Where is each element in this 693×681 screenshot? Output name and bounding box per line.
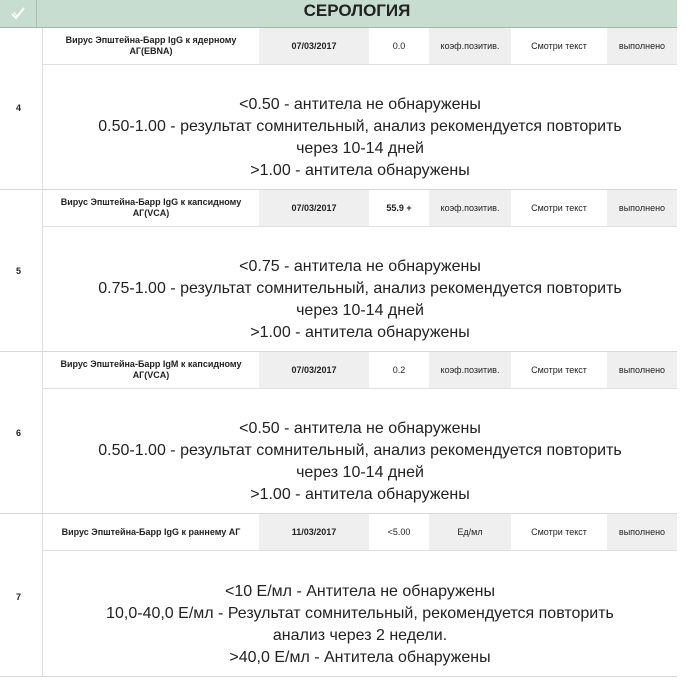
test-date: 07/03/2017 — [259, 28, 369, 64]
test-unit: Ед/мл — [429, 514, 511, 550]
row-number: 6 — [0, 352, 43, 513]
test-status: выполнено — [607, 190, 677, 226]
result-group — [0, 190, 677, 352]
test-date: 07/03/2017 — [259, 352, 369, 388]
test-name: Вирус Эпштейна-Барр IgM к капсидному АГ(VCA) — [43, 352, 259, 388]
test-value: 0.0 — [369, 28, 429, 64]
result-group — [0, 514, 677, 677]
test-value: 55.9 + — [369, 190, 429, 226]
test-date: 07/03/2017 — [259, 190, 369, 226]
test-name: Вирус Эпштейна-Барр IgG к раннему АГ — [43, 514, 259, 550]
table-row — [43, 190, 677, 227]
row-number: 7 — [0, 514, 43, 676]
test-status: выполнено — [607, 28, 677, 64]
table-row — [43, 514, 677, 551]
test-date: 11/03/2017 — [259, 514, 369, 550]
test-unit: коэф.позитив. — [429, 352, 511, 388]
test-unit: коэф.позитив. — [429, 190, 511, 226]
table-row — [43, 352, 677, 389]
test-unit: коэф.позитив. — [429, 28, 511, 64]
section-title: СЕРОЛОГИЯ — [303, 1, 411, 20]
reference-description: <0.50 - антитела не обнаружены 0.50-1.00 - результат сомнительный, анализ рекомендуется повторить через 10-14 дней >1.00 - антитела обнаружены — [98, 420, 622, 503]
section-header — [0, 0, 677, 28]
test-name: Вирус Эпштейна-Барр IgG к ядерному АГ(EBNA) — [43, 28, 259, 64]
reference-description: <0.50 - антитела не обнаружены 0.50-1.00 - результат сомнительный, анализ рекомендуется повторить через 10-14 дней >1.00 - антитела обнаружены — [98, 96, 622, 179]
result-group — [0, 352, 677, 514]
test-reference: Смотри текст — [511, 190, 607, 226]
table-row — [43, 28, 677, 65]
row-number: 4 — [0, 28, 43, 189]
checkmark-icon[interactable] — [0, 0, 37, 27]
test-reference: Смотри текст — [511, 352, 607, 388]
result-group — [0, 28, 677, 190]
test-reference: Смотри текст — [511, 28, 607, 64]
reference-description: <0.75 - антитела не обнаружены 0.75-1.00 - результат сомнительный, анализ рекомендуется повторить через 10-14 дней >1.00 - антитела обнаружены — [98, 258, 622, 341]
reference-description: <10 Е/мл - Антитела не обнаружены 10,0-40,0 Е/мл - Результат сомнительный, рекомендуется повторить анализ через 2 недели. >40,0 Е/мл - Антитела обнаружены — [106, 583, 614, 666]
row-number: 5 — [0, 190, 43, 351]
test-name: Вирус Эпштейна-Барр IgG к капсидному АГ(VCA) — [43, 190, 259, 226]
test-reference: Смотри текст — [511, 514, 607, 550]
test-value: 0.2 — [369, 352, 429, 388]
test-value: <5.00 — [369, 514, 429, 550]
test-status: выполнено — [607, 514, 677, 550]
test-status: выполнено — [607, 352, 677, 388]
